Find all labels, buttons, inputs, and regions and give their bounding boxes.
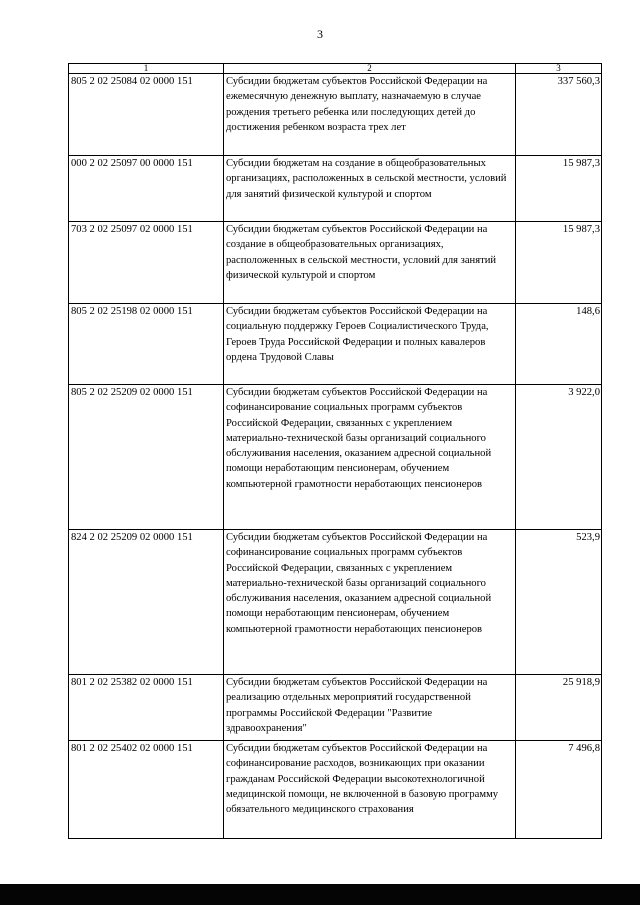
- subsidy-description: Субсидии бюджетам субъектов Российской Федерации на реализацию отдельных мероприятий государственной программы Российской Федерации "Развитие здравоохранения": [224, 675, 516, 741]
- scan-edge-bar: [0, 884, 640, 905]
- budget-code: 805 2 02 25209 02 0000 151: [69, 385, 224, 530]
- column-header-description: 2: [224, 64, 516, 74]
- budget-code: 801 2 02 25402 02 0000 151: [69, 741, 224, 839]
- budget-code: 805 2 02 25084 02 0000 151: [69, 74, 224, 156]
- subsidy-amount: 3 922,0: [516, 385, 602, 530]
- subsidy-description: Субсидии бюджетам субъектов Российской Федерации на софинансирование социальных программ субъектов Российской Федерации, связанных с укреплением материально-технической базы организаций социального обслуживания населения, оказанием адресной социальной помощи неработающим пенсионерам, обучением компьютерной грамотности неработающих пенсионеров: [224, 385, 516, 530]
- subsidy-description: Субсидии бюджетам субъектов Российской Федерации на софинансирование социальных программ субъектов Российской Федерации, связанных с укреплением материально-технической базы организаций социального обслуживания населения, оказанием адресной социальной помощи неработающим пенсионерам, обучением компьютерной грамотности неработающих пенсионеров: [224, 530, 516, 675]
- subsidy-description: Субсидии бюджетам на создание в общеобразовательных организациях, расположенных в сельской местности, условий для занятий физической культурой и спортом: [224, 156, 516, 222]
- table-row: [69, 304, 602, 385]
- subsidy-amount: 337 560,3: [516, 74, 602, 156]
- budget-code: 805 2 02 25198 02 0000 151: [69, 304, 224, 385]
- subsidy-description: Субсидии бюджетам субъектов Российской Федерации на социальную поддержку Героев Социалистического Труда, Героев Труда Российской Федерации и полных кавалеров ордена Трудовой Славы: [224, 304, 516, 385]
- subsidy-amount: 15 987,3: [516, 156, 602, 222]
- subsidy-amount: 7 496,8: [516, 741, 602, 839]
- subsidy-amount: 15 987,3: [516, 222, 602, 304]
- budget-code: 801 2 02 25382 02 0000 151: [69, 675, 224, 741]
- table-row: [69, 385, 602, 530]
- table-row: [69, 156, 602, 222]
- column-header-code: 1: [69, 64, 224, 74]
- table-header-row: [69, 64, 602, 74]
- table-row: [69, 530, 602, 675]
- table-row: [69, 675, 602, 741]
- subsidy-amount: 25 918,9: [516, 675, 602, 741]
- subsidy-amount: 523,9: [516, 530, 602, 675]
- budget-table: [68, 63, 602, 839]
- table-row: [69, 741, 602, 839]
- page-number: 3: [317, 27, 323, 41]
- table-row: [69, 222, 602, 304]
- subsidy-amount: 148,6: [516, 304, 602, 385]
- subsidy-description: Субсидии бюджетам субъектов Российской Федерации на софинансирование расходов, возникающих при оказании гражданам Российской Федерации высокотехнологичной медицинской помощи, не включенной в базовую программу обязательного медицинского страхования: [224, 741, 516, 839]
- budget-code: 703 2 02 25097 02 0000 151: [69, 222, 224, 304]
- column-header-amount: 3: [516, 64, 602, 74]
- budget-code: 824 2 02 25209 02 0000 151: [69, 530, 224, 675]
- table-row: [69, 74, 602, 156]
- subsidy-description: Субсидии бюджетам субъектов Российской Федерации на создание в общеобразовательных организациях, расположенных в сельской местности, условий для занятий физической культурой и спортом: [224, 222, 516, 304]
- subsidy-description: Субсидии бюджетам субъектов Российской Федерации на ежемесячную денежную выплату, назначаемую в случае рождения третьего ребенка или последующих детей до достижения ребенком возраста трех лет: [224, 74, 516, 156]
- budget-code: 000 2 02 25097 00 0000 151: [69, 156, 224, 222]
